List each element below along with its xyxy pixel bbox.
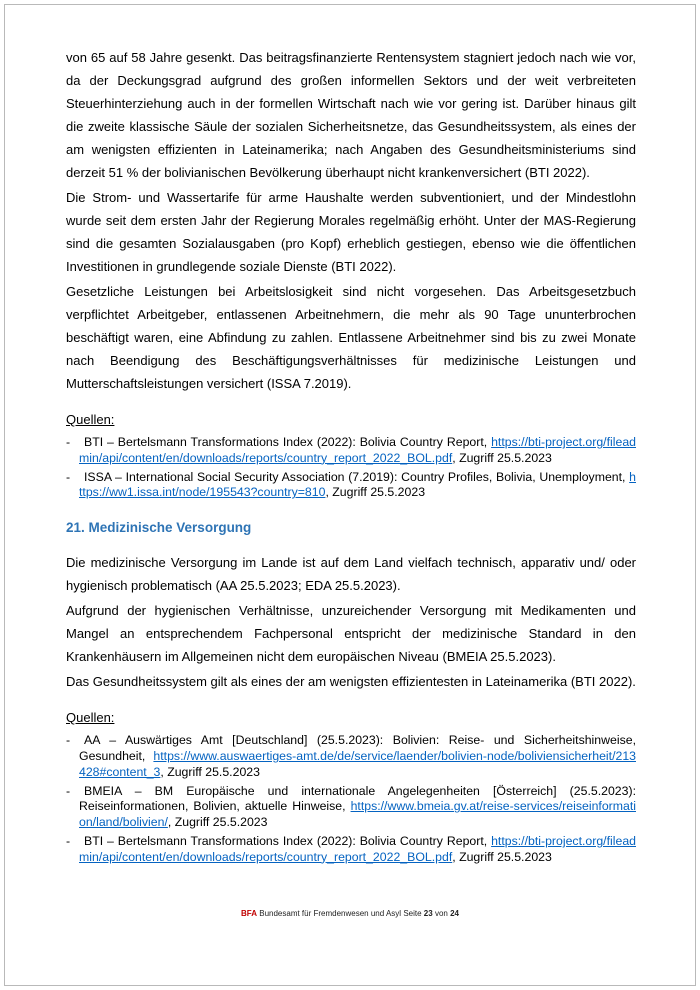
source-text: , Zugriff 25.5.2023: [167, 815, 268, 830]
source-item: [66, 784, 636, 831]
source-text: BMEIA – BM Europäische und internationale Angelegenheiten [Österreich] (25.5.2023): Reiseinformationen, Bolivien, aktuelle Hinweise,: [79, 783, 636, 814]
footer-org-text: Bundesamt für Fremdenwesen und Asyl: [259, 909, 402, 918]
sources-label-text: Quellen:: [66, 710, 115, 726]
footer-page-total: 24: [450, 909, 459, 918]
sources-list: [66, 435, 636, 501]
source-link[interactable]: https://ww1.issa.int/node/195543?country=810: [79, 469, 636, 500]
footer-page-current: 23: [423, 909, 433, 918]
source-item: [66, 733, 636, 780]
bullet-dash: -: [66, 783, 71, 798]
source-item: [66, 470, 636, 502]
source-text: BTI – Bertelsmann Transformations Index (2022): Bolivia Country Report,: [84, 833, 492, 848]
source-text: AA – Auswärtiges Amt [Deutschland] (25.5.2023): Bolivien: Reise- und Sicherheitshinweise, Gesundheit,: [79, 733, 636, 763]
source-item: [66, 435, 636, 467]
sources-label-text: Quellen:: [66, 412, 115, 427]
body-paragraph: Die Strom- und Wassertarife für arme Haushalte werden subventioniert, und der Mindestlohn wurde seit dem ersten Jahr der Regierung Morales regelmäßig erhöht. Unter der MAS-Regierung sind die gesamten Sozialausgaben (pro Kopf) erheblich gestiegen, ebenso wie die öffentlichen Investitionen in grundlegende soziale Dienste (BTI 2022).: [66, 190, 636, 274]
source-text: , Zugriff 25.5.2023: [325, 485, 426, 500]
bullet-dash: -: [66, 733, 71, 748]
page-footer: [0, 908, 700, 919]
source-text: , Zugriff 25.5.2023: [160, 764, 260, 779]
body-paragraph: Die medizinische Versorgung im Lande ist auf dem Land vielfach technisch, apparativ und/ oder hygienisch problematisch (AA 25.5.2023; EDA 25.5.2023).: [66, 555, 636, 594]
footer-page-label: Seite: [403, 909, 422, 918]
source-link[interactable]: https://bti-project.org/fileadmin/api/content/en/downloads/reports/country_report_2022_BOL.pdf: [79, 833, 636, 864]
body-paragraph: Das Gesundheitssystem gilt als eines der am wenigsten effizientesten in Lateinamerika (BTI 2022).: [66, 674, 636, 690]
page-content: [66, 46, 636, 870]
bullet-dash: -: [66, 469, 71, 484]
source-link[interactable]: https://www.bmeia.gv.at/reise-services/reiseinformation/land/bolivien/: [79, 799, 636, 830]
source-text: ISSA – International Social Security Association (7.2019): Country Profiles, Bolivia, Unemployment,: [84, 469, 630, 484]
bullet-dash: -: [66, 435, 71, 449]
section-heading-21: 21. Medizinische Versorgung: [66, 520, 252, 536]
source-link[interactable]: https://www.auswaertiges-amt.de/de/service/laender/bolivien-node/boliviensicherheit/213428#content_3: [79, 748, 636, 779]
source-text: , Zugriff 25.5.2023: [452, 849, 552, 864]
body-paragraph: Gesetzliche Leistungen bei Arbeitslosigkeit sind nicht vorgesehen. Das Arbeitsgesetzbuch verpflichtet Arbeitgeber, entlassenen Arbeitnehmern, die mehr als 90 Tage ununterbrochen beschäftigt waren, eine Abfindung zu zahlen. Entlassene Arbeitnehmer sind bis zu zwei Monate nach Beendigung des Beschäftigungsverhältnisses für medizinische Leistungen und Mutterschaftsleistungen versichert (ISSA 7.2019).: [66, 284, 636, 391]
bullet-dash: -: [66, 833, 71, 848]
source-text: , Zugriff 25.5.2023: [452, 450, 552, 465]
sources-label: [66, 408, 636, 431]
footer-of-label: von: [434, 909, 448, 918]
source-item: [66, 834, 636, 866]
bfa-logo: BFA: [241, 909, 257, 918]
source-text: BTI – Bertelsmann Transformations Index (2022): Bolivia Country Report,: [84, 435, 492, 449]
body-paragraph: Aufgrund der hygienischen Verhältnisse, unzureichender Versorgung mit Medikamenten und Mangel an entsprechendem Fachpersonal entspricht der medizinische Standard in den Krankenhäusern im Allgemeinen nicht dem europäischen Niveau (BMEIA 25.5.2023).: [66, 603, 636, 665]
source-link[interactable]: https://bti-project.org/fileadmin/api/content/en/downloads/reports/country_report_2022_BOL.pdf: [79, 435, 636, 465]
sources-list: [66, 733, 636, 865]
sources-label: [66, 706, 636, 729]
body-paragraph: von 65 auf 58 Jahre gesenkt. Das beitragsfinanzierte Rentensystem stagniert jedoch nach wie vor, da der Deckungsgrad aufgrund des großen informellen Sektors und der weit verbreiteten Steuerhinterziehung auch in der formellen Wirtschaft nach wie vor gering ist. Darüber hinaus gilt die zweite klassische Säule der sozialen Sicherheitsnetze, das Gesundheitssystem, als eines der am wenigsten effizienten in Lateinamerika; nach Angaben des Gesundheitsministeriums sind derzeit 51 % der bolivianischen Bevölkerung überhaupt nicht krankenversichert (BTI 2022).: [66, 50, 636, 180]
